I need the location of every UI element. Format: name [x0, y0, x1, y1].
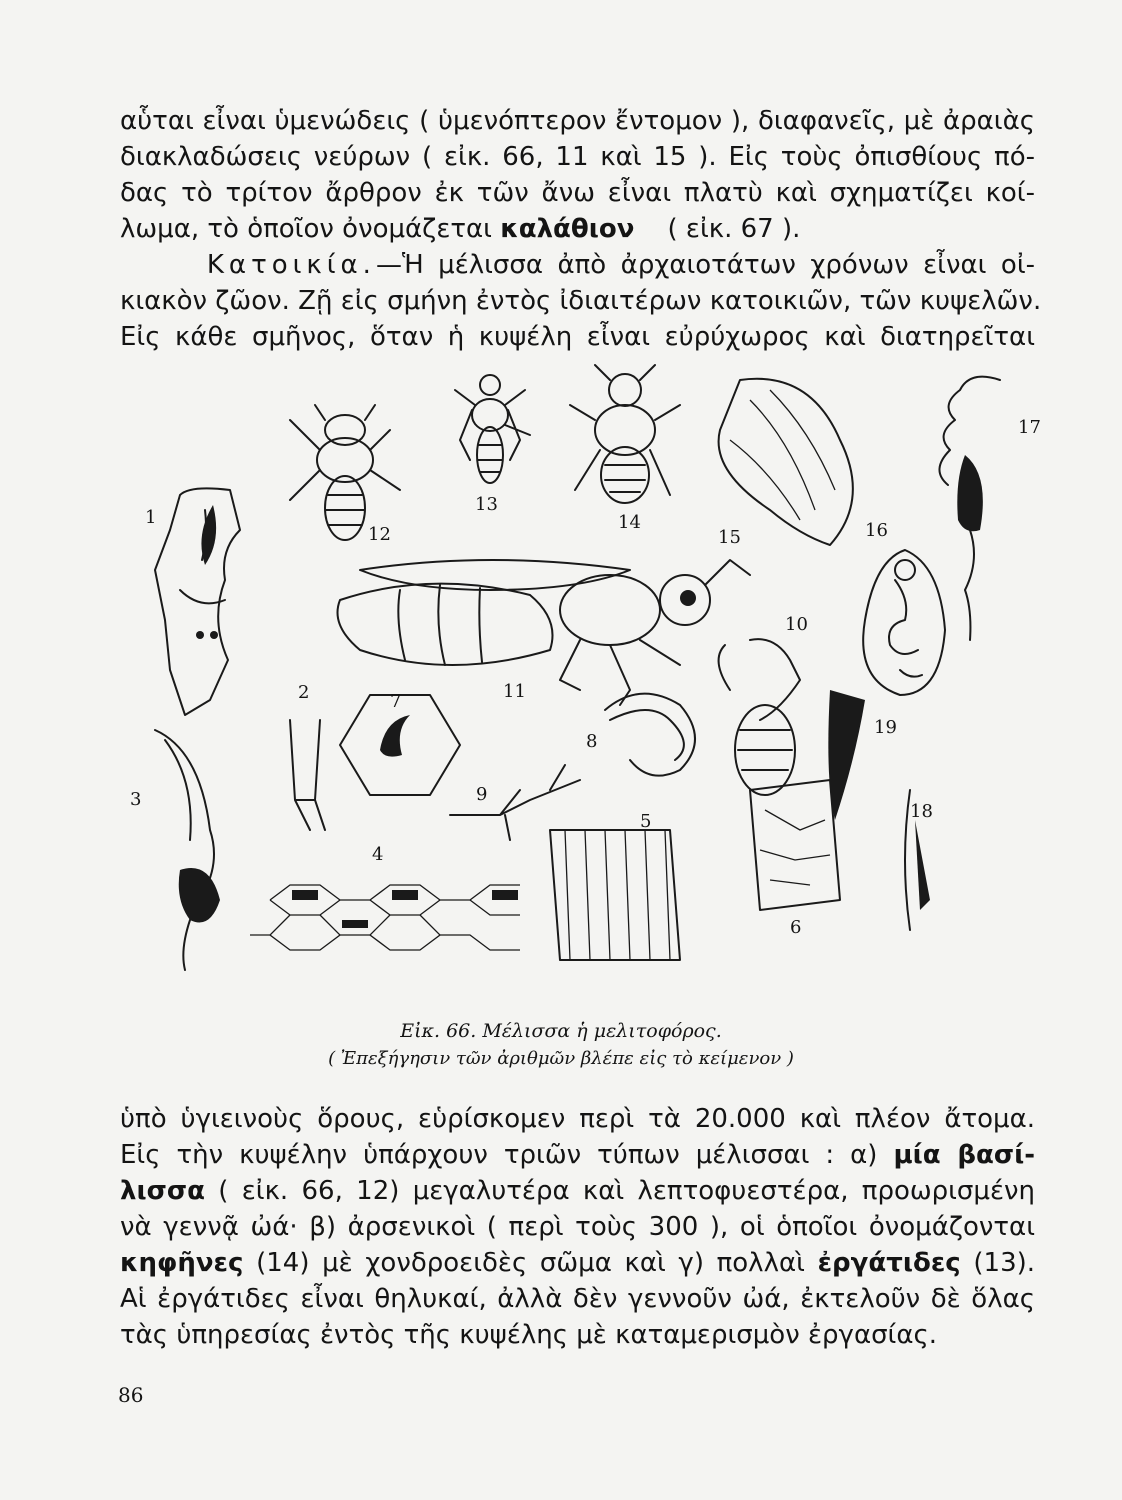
illustration-2 — [290, 720, 325, 830]
figure-label: 15 — [718, 527, 741, 548]
term-queen: μία βασί- — [893, 1140, 1035, 1170]
figure-label: 6 — [790, 917, 802, 938]
text-line: ὑπὸ ὑγιεινοὺς ὅρους, εὑρίσκομεν περὶ τὰ 20.000 καὶ πλέον ἄτομα. — [120, 1104, 1035, 1134]
term-drones: κηφῆνες — [120, 1248, 244, 1278]
figure-label: 4 — [372, 844, 384, 865]
illustration-11-bee — [338, 560, 751, 705]
text-line: Κατοικία.—Ἡ μέλισσα ἀπὸ ἀρχαιοτάτων χρόνων εἶναι οἰ- — [206, 250, 1036, 280]
figure-label: 5 — [640, 811, 652, 832]
figure-label: 17 — [1018, 417, 1041, 438]
illustration-5 — [550, 830, 680, 960]
figure-label: 10 — [785, 614, 808, 635]
figure-label: 9 — [476, 784, 488, 805]
figure-label: 12 — [368, 524, 391, 545]
term-kalathion: καλάθιον — [500, 214, 635, 244]
text-line: δας τὸ τρίτον ἄρθρον ἐκ τῶν ἄνω εἶναι πλατὺ καὶ σχηματίζει κοί- — [120, 178, 1035, 208]
illustration-19 — [828, 690, 865, 820]
figure-caption-note: ( Ἐπεξήγησιν τῶν ἀριθμῶν βλέπε εἰς τὸ κείμενον ) — [328, 1048, 794, 1069]
illustration-13-worker — [455, 375, 530, 483]
figure-label: 7 — [390, 691, 402, 712]
page-number: 86 — [118, 1383, 144, 1407]
figure-label: 19 — [874, 717, 897, 738]
term-queen-cont: λισσα — [120, 1176, 205, 1206]
text-line: τὰς ὑπηρεσίας ἐντὸς τῆς κυψέλης μὲ καταμερισμὸν ἐργασίας. — [120, 1320, 938, 1350]
illustration-17-organ — [939, 377, 1000, 640]
figure-label: 3 — [130, 789, 142, 810]
paragraph-katoikia — [120, 247, 1042, 355]
text-line: λισσα ( εἰκ. 66, 12) μεγαλυτέρα καὶ λεπτοφυεστέρα, προωρισμένη — [120, 1176, 1036, 1206]
illustration-12-queen — [290, 405, 400, 540]
text-line: κηφῆνες (14) μὲ χονδροειδὲς σῶμα καὶ γ) πολλαὶ ἐργάτιδες (13). — [120, 1248, 1036, 1278]
text-line: νὰ γεννᾷ ὠά· β) ἀρσενικοὶ ( περὶ τοὺς 300 ), οἱ ὁποῖοι ὀνομάζονται — [120, 1212, 1035, 1242]
illustration-3 — [155, 730, 220, 970]
figure-label: 14 — [618, 512, 641, 533]
term-workers: ἐργάτιδες — [817, 1248, 961, 1278]
text-line: λωμα, τὸ ὁποῖον ὀνομάζεται καλάθιον ( εἰκ. 67 ). — [120, 214, 801, 244]
section-heading-katoikia: Κατοικία. — [206, 250, 376, 280]
illustration-10-bee-head — [719, 639, 800, 795]
figure-label: 11 — [503, 681, 526, 702]
illustration-16-ovary — [863, 550, 945, 695]
illustration-15-wing — [719, 379, 853, 545]
figure-label: 2 — [298, 682, 310, 703]
figure-label: 8 — [586, 731, 598, 752]
illustration-9 — [450, 765, 580, 840]
text-line: κιακὸν ζῶον. Ζῇ εἰς σμήνη ἐντὸς ἰδιαιτέρων κατοικιῶν, τῶν κυψελῶν. — [120, 286, 1042, 316]
illustration-1-leg — [155, 488, 240, 715]
text-line: Εἰς τὴν κυψέλην ὑπάρχουν τριῶν τύπων μέλισσαι : α) μία βασί- — [120, 1140, 1035, 1170]
paragraph-wings — [120, 103, 1035, 247]
text-line: αὗται εἶναι ὑμενώδεις ( ὑμενόπτερον ἔντομον ), διαφανεῖς, μὲ ἀραιὰς — [120, 106, 1035, 136]
figure-label: 16 — [865, 520, 888, 541]
illustration-6 — [750, 780, 840, 910]
paragraph-bee-types — [120, 1101, 1035, 1353]
illustration-4-honeycomb — [250, 885, 520, 950]
text-line: Αἱ ἐργάτιδες εἶναι θηλυκαί, ἀλλὰ δὲν γεννοῦν ὠά, ἐκτελοῦν δὲ ὅλας — [120, 1284, 1035, 1314]
bee-anatomy-figure — [110, 360, 1050, 1000]
figure-label: 18 — [910, 801, 933, 822]
text-line: διακλαδώσεις νεύρων ( εἰκ. 66, 11 καὶ 15 ). Εἰς τοὺς ὀπισθίους πό- — [120, 142, 1035, 172]
illustration-14-drone — [570, 365, 680, 503]
figure-label: 1 — [145, 507, 157, 528]
illustration-8-larva — [605, 694, 695, 776]
text-line: Εἰς κάθε σμῆνος, ὅταν ἡ κυψέλη εἶναι εὐρύχωρος καὶ διατηρεῖται — [120, 322, 1035, 352]
figure-caption-title: Εἰκ. 66. Μέλισσα ἡ μελιτοφόρος. — [400, 1020, 722, 1042]
figure-label: 13 — [475, 494, 498, 515]
